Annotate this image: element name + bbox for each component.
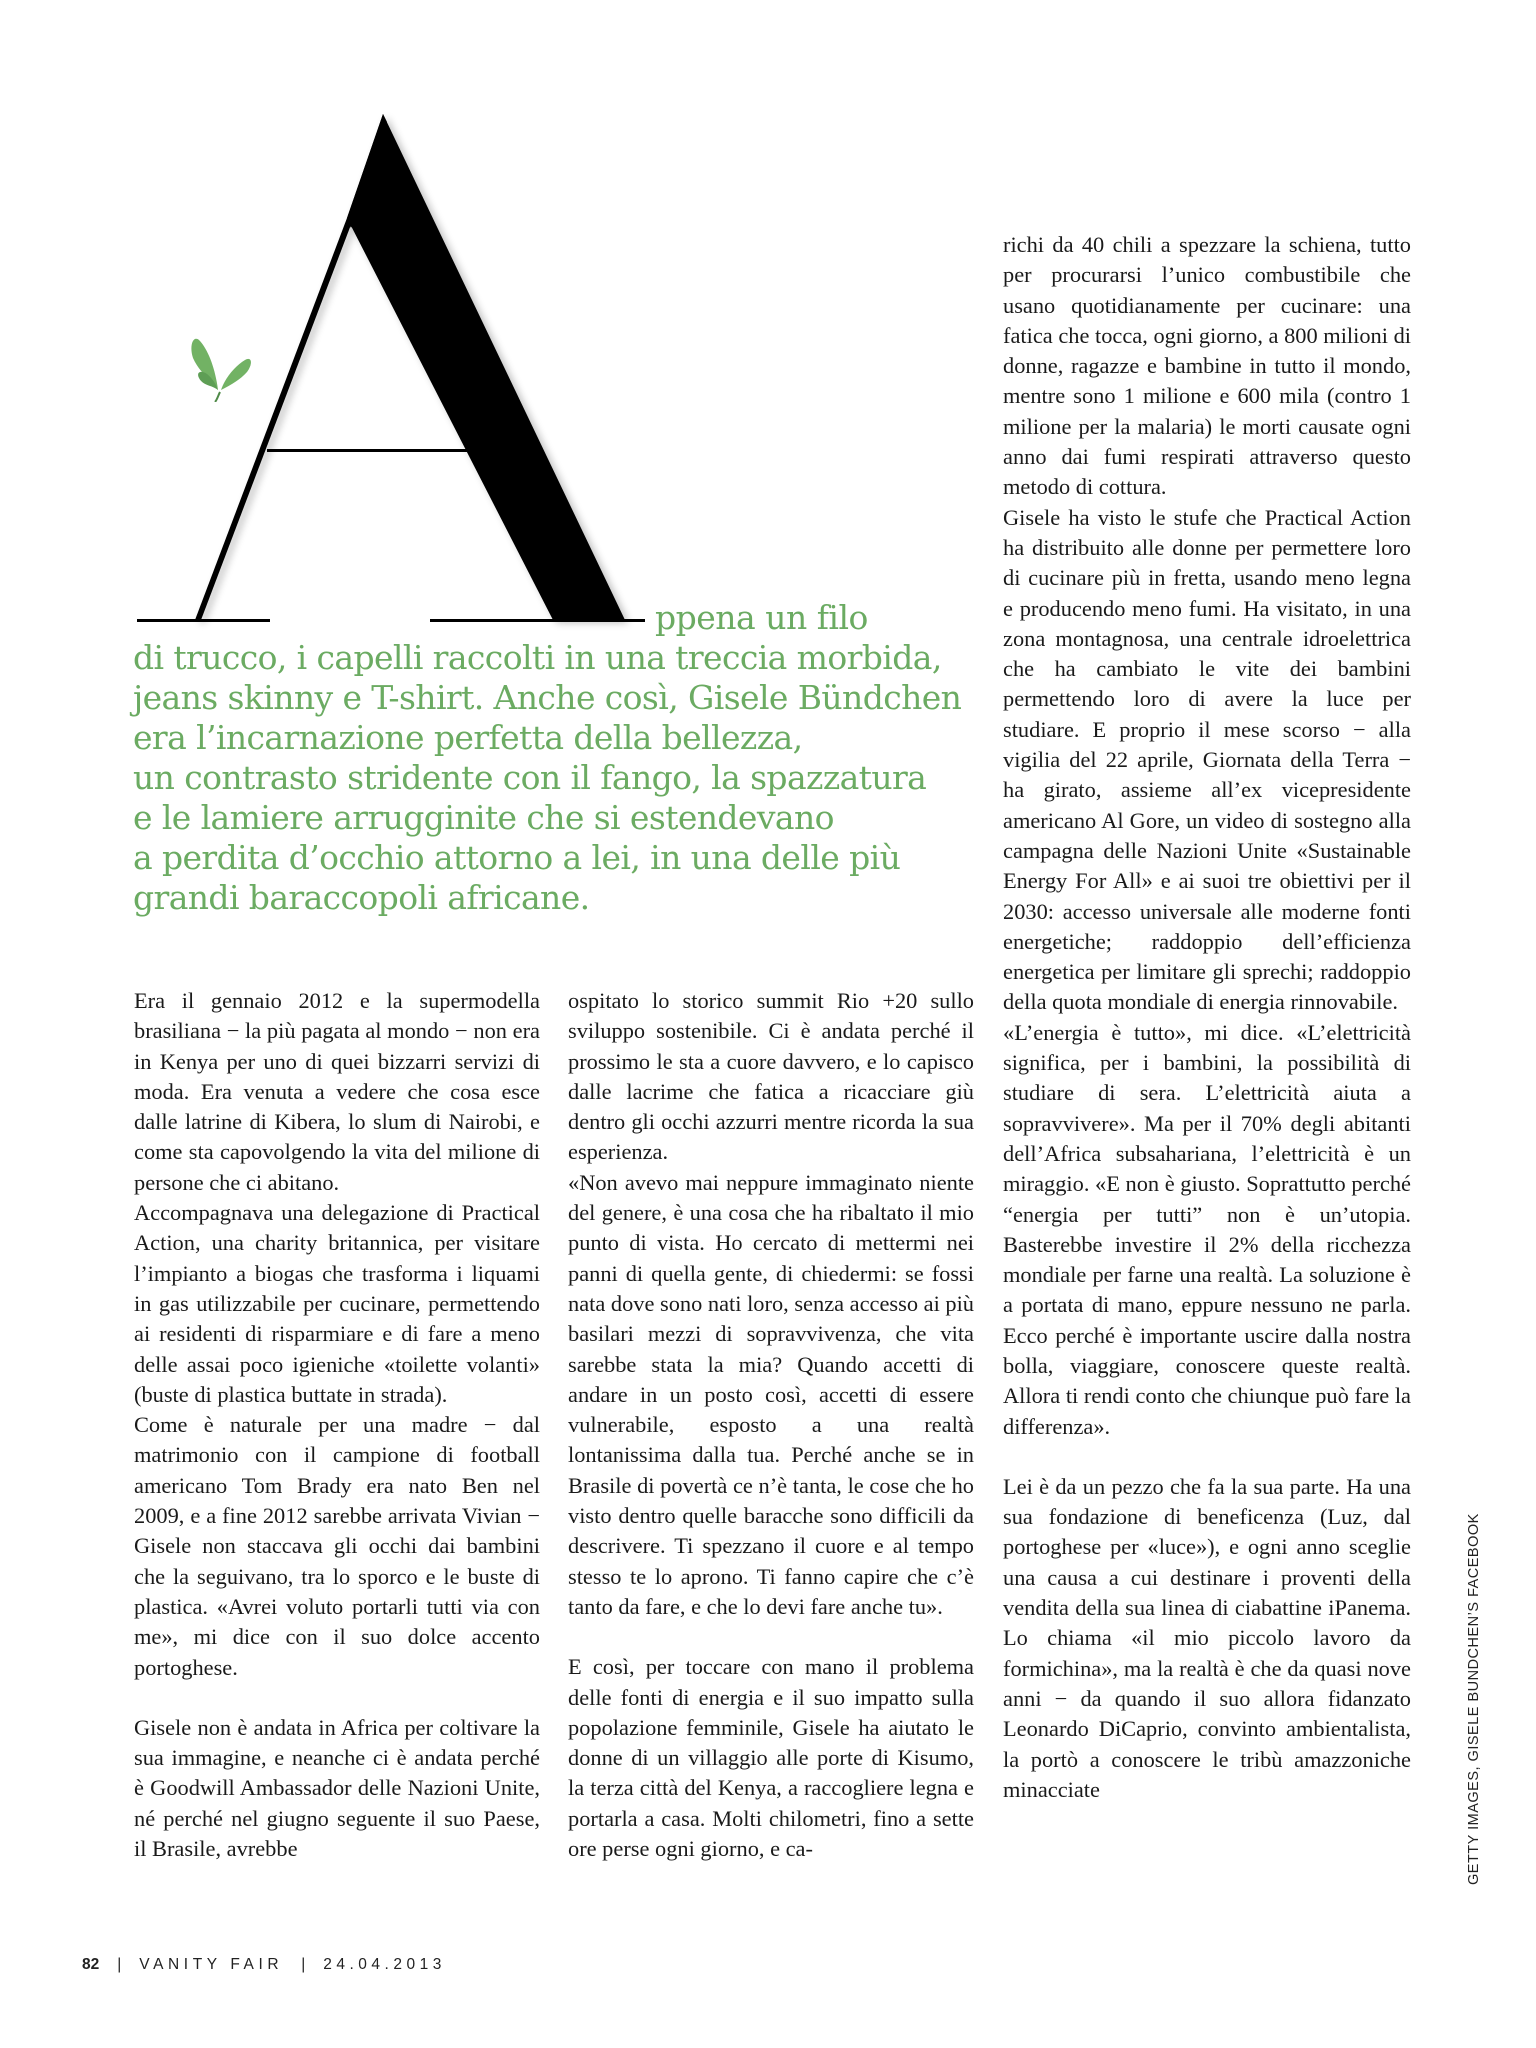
footer-separator: | (301, 1956, 306, 1973)
paragraph: «Non avevo mai neppure immaginato niente del genere, è una cosa che ha ribaltato il mio punto di vista. Ho cercato di mettermi nei panni di quella gente, di chiedermi: se fossi nata dove sono nati loro, senza accesso ai più basilari mezzi di sopravvivenza, che vita sarebbe stata la mia? Quando accetti di andare in un posto così, accetti di essere vulnerabile, esposto a una realtà lontanissima dalla tua. Perché anche se in Brasile di povertà ce n’è tanta, le cose che ho visto dentro quelle baracche sono difficili da descrivere. Ti spezzano il cuore e al tempo stesso te lo aprono. Ti fanno capire che c’è tanto da fare, e che lo devi fare anche tu». (568, 1169, 975, 1619)
lead-first-line: ppena un filo (655, 598, 868, 637)
lead-paragraph (133, 638, 993, 918)
lead-line: un contrasto stridente con il fango, la spazzatura (133, 758, 927, 797)
paragraph: «L’energia è tutto», mi dice. «L’elettricità significa, per i bambini, la possibilità di studiare di sera. L’elettricità aiuta a sopravvivere». Ma per il 70% degli abitanti dell’Africa subsahariana, l’elettricità è un miraggio. «E non è giusto. Soprattutto perché “energia per tutti” non è un’utopia. Basterebbe investire il 2% della ricchezza mondiale per farne una realtà. La soluzione è a portata di mano, eppure nessuno ne parla. Ecco perché è importante uscire dalla nostra bolla, viaggiare, conoscere queste realtà. Allora ti rendi conto che chiunque può fare la differenza». (1003, 1019, 1411, 1439)
paragraph: Gisele non è andata in Africa per coltivare la sua immagine, e neanche ci è andata perché è Goodwill Ambassador delle Nazioni Unite, né perché nel giugno seguente il suo Paese, il Brasile, avrebbe (134, 1714, 540, 1862)
paragraph-gap (1003, 1442, 1411, 1472)
lead-line: e le lamiere arrugginite che si estendevano (133, 798, 834, 837)
lead-line: grandi baraccopoli africane. (133, 878, 590, 917)
lead-line: di trucco, i capelli raccolti in una treccia morbida, (133, 638, 942, 677)
page-footer (82, 1956, 446, 1974)
issue-date: 24.04.2013 (323, 1956, 446, 1973)
paragraph: richi da 40 chili a spezzare la schiena, tutto per procurarsi l’unico combustibile che usano quotidianamente per cucinare: una fatica che tocca, ogni giorno, a 800 milioni di donne, ragazze e bambine in tutto il mondo, mentre sono 1 milione e 600 mila (contro 1 milione per la malaria) le morti causate ogni anno dai fumi respirati attraverso questo metodo di cottura. (1003, 232, 1411, 500)
lead-line: era l’incarnazione perfetta della bellezza, (133, 718, 803, 757)
paragraph: Lei è da un pezzo che fa la sua parte. Ha una sua fondazione di beneficenza (Luz, dal portoghese per «luce»), e ogni anno sceglie una causa a cui destinare i proventi della vendita della sua linea di ciabattine iPanema. Lo chiama «il mio piccolo lavoro da formichina», ma la realtà è che da quasi nove anni − da quando il suo allora fidanzato Leonardo DiCaprio, convinto ambientalista, la portò a conoscere le tribù amazzoniche minacciate (1003, 1473, 1411, 1802)
paragraph-gap (568, 1622, 974, 1652)
paragraph: Gisele ha visto le stufe che Practical Action ha distribuito alle donne per permettere loro di cucinare più in fretta, usando meno legna e producendo meno fumi. Ha visitato, in una zona montagnosa, una centrale idroelettrica che ha cambiato le vite dei bambini permettendo loro di avere la luce per studiare. E proprio il mese scorso − alla vigilia del 22 aprile, Giornata della Terra − ha girato, assieme all’ex vicepresidente americano Al Gore, un video di sostegno alla campagna delle Nazioni Unite «Sustainable Energy For All» e ai suoi tre obiettivi per il 2030: accesso universale alle moderne fonti energetiche; raddoppio dell’efficienza energetica per limitare gli sprechi; raddoppio della quota mondiale di energia rinnovabile. (1003, 504, 1411, 1015)
paragraph: Accompagnava una delegazione di Practical Action, una charity britannica, per visitare l’impianto a biogas che trasforma i liquami in gas utilizzabile per cucinare, permettendo ai residenti di risparmiare e di fare a meno delle assai poco igieniche «toilette volanti» (buste di plastica buttate in strada). (134, 1200, 540, 1407)
magazine-name: VANITY FAIR (139, 1956, 284, 1973)
butterfly-icon (185, 330, 255, 402)
footer-separator: | (117, 1956, 122, 1973)
photo-credit: GETTY IMAGES, GISELE BUNDCHEN’S FACEBOOK (1466, 1513, 1482, 1885)
paragraph-gap (134, 1683, 540, 1713)
text-column-2 (568, 986, 974, 1864)
text-column-3 (1003, 230, 1411, 1805)
paragraph: E così, per toccare con mano il problema delle fonti di energia e il suo impatto sulla popolazione femminile, Gisele ha aiutato le donne di un villaggio alle porte di Kisumo, la terza città del Kenya, a raccogliere legna e portarla a casa. Molti chilometri, fino a sette ore perse ogni giorno, e ca- (568, 1654, 974, 1862)
paragraph: Era il gennaio 2012 e la supermodella brasiliana − la più pagata al mondo − non era in Kenya per uno di quei bizzarri servizi di moda. Era venuta a vedere che cosa esce dalle latrine di Kibera, lo slum di Nairobi, e come sta capovolgendo la vita del milione di persone che ci abitano. (134, 988, 540, 1195)
lead-line: a perdita d’occhio attorno a lei, in una delle più (133, 838, 901, 877)
text-column-1 (134, 986, 540, 1864)
paragraph: Come è naturale per una madre − dal matrimonio con il campione di football americano Tom Brady era nato Ben nel 2009, e a fine 2012 sarebbe arrivata Vivian − Gisele non staccava gli occhi dai bambini che la seguivano, tra lo sporco e le buste di plastica. «Avrei voluto portarli tutti via con me», mi dice con il suo dolce accento portoghese. (134, 1412, 540, 1680)
lead-line: jeans skinny e T-shirt. Anche così, Gisele Bündchen (133, 678, 962, 717)
paragraph: ospitato lo storico summit Rio +20 sullo sviluppo sostenibile. Ci è andata perché il prossimo le sta a cuore davvero, e lo capisco dalle lacrime che fatica a ricacciare giù dentro gli occhi azzurri mentre ricorda la sua esperienza. (568, 988, 974, 1165)
page-number: 82 (82, 1956, 100, 1973)
